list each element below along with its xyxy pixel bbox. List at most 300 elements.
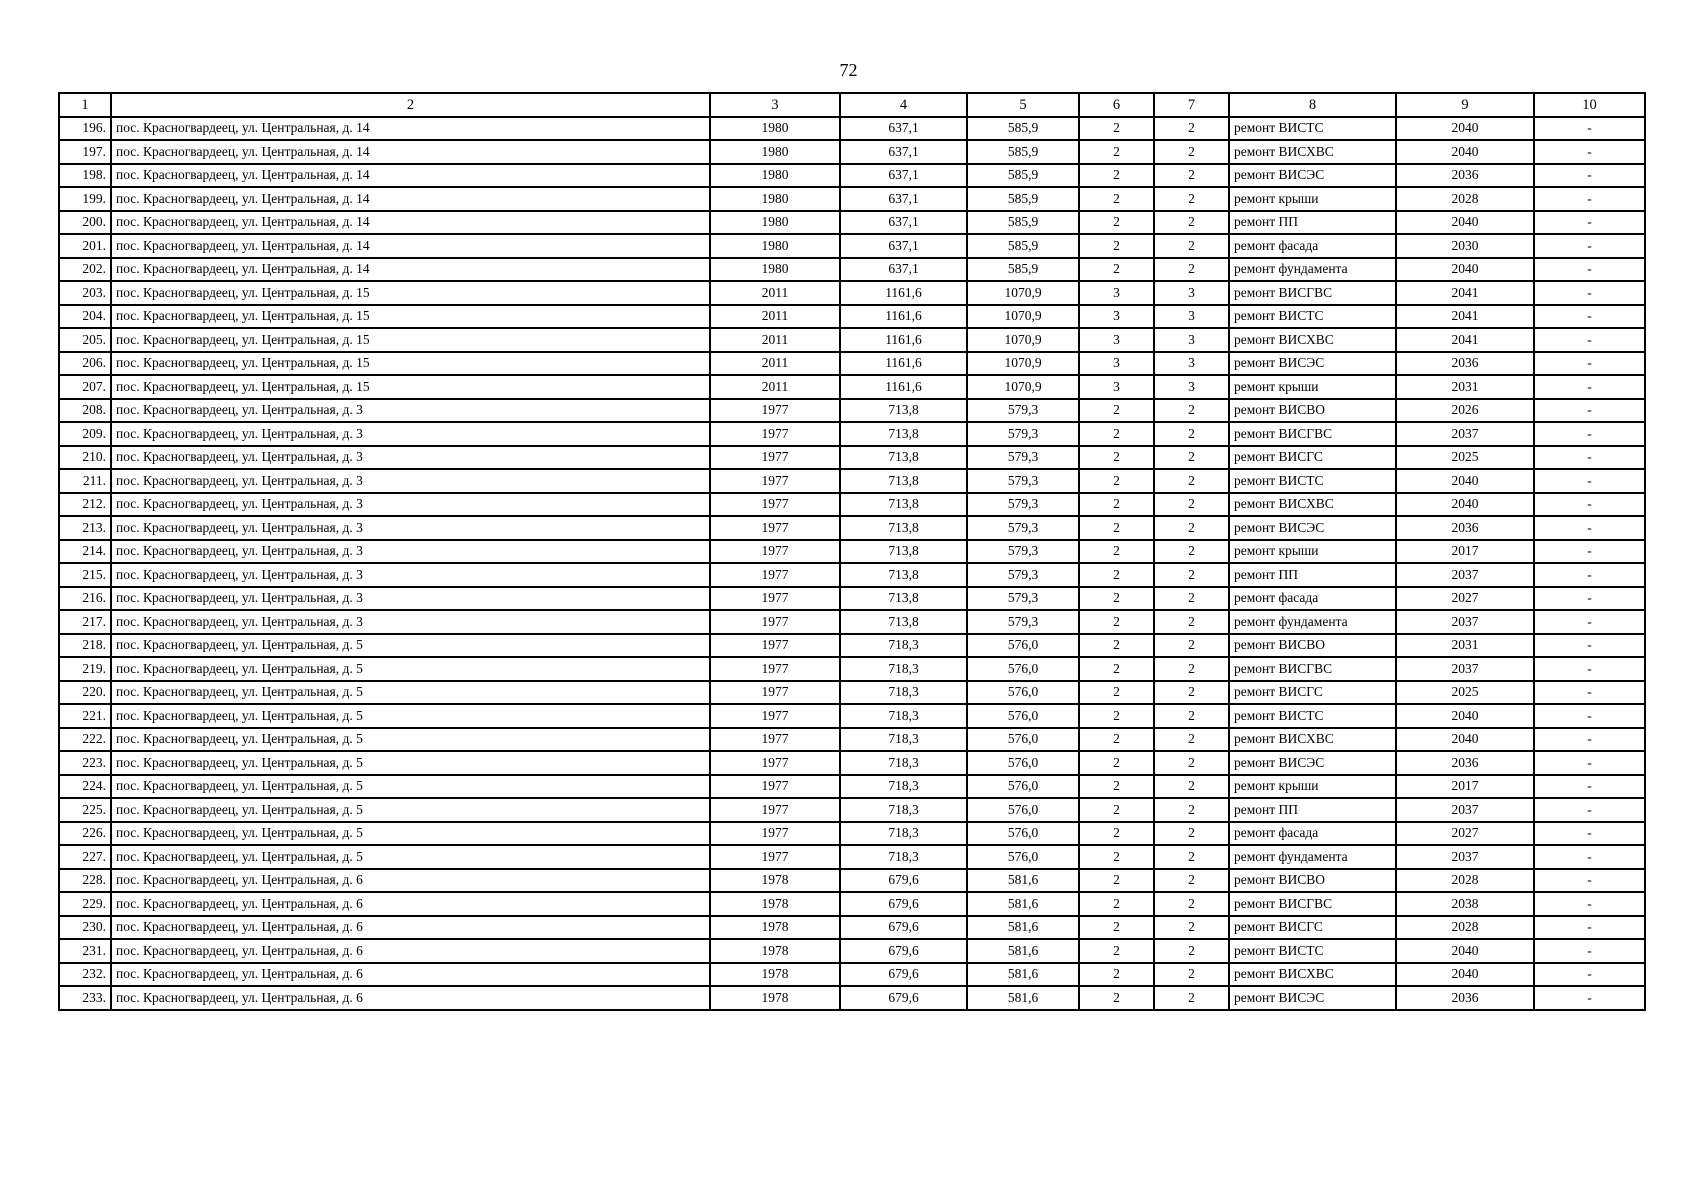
work-type-cell: ремонт ПП <box>1229 211 1396 235</box>
living-area-cell: 579,3 <box>967 516 1079 540</box>
note-cell: - <box>1534 399 1645 423</box>
planned-year-cell: 2041 <box>1396 305 1534 329</box>
year-cell: 2011 <box>710 375 840 399</box>
total-area-cell: 679,6 <box>840 892 967 916</box>
address-cell: пос. Красногвардеец, ул. Центральная, д. 3 <box>111 446 710 470</box>
table-row <box>59 493 1645 517</box>
address-cell: пос. Красногвардеец, ул. Центральная, д. 14 <box>111 117 710 141</box>
column-header: 5 <box>967 93 1079 117</box>
planned-year-cell: 2040 <box>1396 211 1534 235</box>
total-area-cell: 718,3 <box>840 704 967 728</box>
note-cell: - <box>1534 469 1645 493</box>
planned-year-cell: 2036 <box>1396 164 1534 188</box>
planned-year-cell: 2017 <box>1396 775 1534 799</box>
address-cell: пос. Красногвардеец, ул. Центральная, д. 6 <box>111 986 710 1010</box>
entrances-cell: 2 <box>1154 516 1229 540</box>
floors-cell: 2 <box>1079 704 1154 728</box>
table-row <box>59 211 1645 235</box>
living-area-cell: 579,3 <box>967 469 1079 493</box>
living-area-cell: 581,6 <box>967 939 1079 963</box>
floors-cell: 2 <box>1079 775 1154 799</box>
address-cell: пос. Красногвардеец, ул. Центральная, д. 3 <box>111 563 710 587</box>
year-cell: 1977 <box>710 422 840 446</box>
planned-year-cell: 2040 <box>1396 140 1534 164</box>
table-row <box>59 634 1645 658</box>
row-number-cell: 215. <box>59 563 111 587</box>
planned-year-cell: 2040 <box>1396 469 1534 493</box>
year-cell: 1977 <box>710 657 840 681</box>
row-number-cell: 206. <box>59 352 111 376</box>
table-row <box>59 469 1645 493</box>
floors-cell: 2 <box>1079 422 1154 446</box>
planned-year-cell: 2040 <box>1396 493 1534 517</box>
work-type-cell: ремонт ВИСТС <box>1229 704 1396 728</box>
floors-cell: 2 <box>1079 399 1154 423</box>
row-number-cell: 213. <box>59 516 111 540</box>
living-area-cell: 581,6 <box>967 869 1079 893</box>
floors-cell: 2 <box>1079 986 1154 1010</box>
living-area-cell: 579,3 <box>967 422 1079 446</box>
work-type-cell: ремонт ВИСВО <box>1229 399 1396 423</box>
address-cell: пос. Красногвардеец, ул. Центральная, д. 14 <box>111 258 710 282</box>
table-row <box>59 563 1645 587</box>
work-type-cell: ремонт ВИСХВС <box>1229 140 1396 164</box>
note-cell: - <box>1534 422 1645 446</box>
living-area-cell: 576,0 <box>967 751 1079 775</box>
table-row <box>59 939 1645 963</box>
table-row <box>59 328 1645 352</box>
planned-year-cell: 2037 <box>1396 657 1534 681</box>
planned-year-cell: 2037 <box>1396 422 1534 446</box>
work-type-cell: ремонт ВИСЭС <box>1229 352 1396 376</box>
floors-cell: 2 <box>1079 211 1154 235</box>
entrances-cell: 2 <box>1154 681 1229 705</box>
note-cell: - <box>1534 117 1645 141</box>
total-area-cell: 679,6 <box>840 916 967 940</box>
floors-cell: 2 <box>1079 469 1154 493</box>
entrances-cell: 3 <box>1154 305 1229 329</box>
note-cell: - <box>1534 140 1645 164</box>
work-type-cell: ремонт ВИСТС <box>1229 117 1396 141</box>
address-cell: пос. Красногвардеец, ул. Центральная, д. 5 <box>111 634 710 658</box>
address-cell: пос. Красногвардеец, ул. Центральная, д. 3 <box>111 610 710 634</box>
year-cell: 1978 <box>710 963 840 987</box>
year-cell: 1978 <box>710 986 840 1010</box>
row-number-cell: 200. <box>59 211 111 235</box>
note-cell: - <box>1534 446 1645 470</box>
planned-year-cell: 2025 <box>1396 446 1534 470</box>
row-number-cell: 226. <box>59 822 111 846</box>
living-area-cell: 585,9 <box>967 164 1079 188</box>
table-row <box>59 775 1645 799</box>
entrances-cell: 2 <box>1154 869 1229 893</box>
row-number-cell: 201. <box>59 234 111 258</box>
note-cell: - <box>1534 305 1645 329</box>
row-number-cell: 202. <box>59 258 111 282</box>
table-row <box>59 963 1645 987</box>
total-area-cell: 1161,6 <box>840 305 967 329</box>
planned-year-cell: 2030 <box>1396 234 1534 258</box>
repair-schedule-table <box>58 92 1646 1011</box>
total-area-cell: 679,6 <box>840 986 967 1010</box>
floors-cell: 3 <box>1079 352 1154 376</box>
column-header: 9 <box>1396 93 1534 117</box>
table-row <box>59 728 1645 752</box>
total-area-cell: 718,3 <box>840 681 967 705</box>
address-cell: пос. Красногвардеец, ул. Центральная, д. 5 <box>111 775 710 799</box>
planned-year-cell: 2031 <box>1396 375 1534 399</box>
note-cell: - <box>1534 516 1645 540</box>
address-cell: пос. Красногвардеец, ул. Центральная, д. 3 <box>111 422 710 446</box>
work-type-cell: ремонт ВИСХВС <box>1229 728 1396 752</box>
page-number: 72 <box>839 60 858 80</box>
year-cell: 1977 <box>710 493 840 517</box>
note-cell: - <box>1534 563 1645 587</box>
year-cell: 1977 <box>710 516 840 540</box>
total-area-cell: 718,3 <box>840 728 967 752</box>
living-area-cell: 1070,9 <box>967 375 1079 399</box>
floors-cell: 2 <box>1079 187 1154 211</box>
year-cell: 1977 <box>710 540 840 564</box>
table-row <box>59 822 1645 846</box>
planned-year-cell: 2040 <box>1396 117 1534 141</box>
floors-cell: 2 <box>1079 140 1154 164</box>
row-number-cell: 214. <box>59 540 111 564</box>
work-type-cell: ремонт ВИСГВС <box>1229 281 1396 305</box>
table-row <box>59 140 1645 164</box>
living-area-cell: 1070,9 <box>967 328 1079 352</box>
note-cell: - <box>1534 892 1645 916</box>
entrances-cell: 2 <box>1154 258 1229 282</box>
total-area-cell: 713,8 <box>840 469 967 493</box>
table-row <box>59 352 1645 376</box>
year-cell: 2011 <box>710 328 840 352</box>
floors-cell: 2 <box>1079 728 1154 752</box>
floors-cell: 3 <box>1079 328 1154 352</box>
living-area-cell: 576,0 <box>967 822 1079 846</box>
year-cell: 2011 <box>710 281 840 305</box>
address-cell: пос. Красногвардеец, ул. Центральная, д. 14 <box>111 187 710 211</box>
year-cell: 2011 <box>710 352 840 376</box>
floors-cell: 2 <box>1079 493 1154 517</box>
address-cell: пос. Красногвардеец, ул. Центральная, д. 6 <box>111 963 710 987</box>
note-cell: - <box>1534 916 1645 940</box>
address-cell: пос. Красногвардеец, ул. Центральная, д. 3 <box>111 516 710 540</box>
address-cell: пос. Красногвардеец, ул. Центральная, д. 3 <box>111 469 710 493</box>
address-cell: пос. Красногвардеец, ул. Центральная, д. 5 <box>111 681 710 705</box>
row-number-cell: 220. <box>59 681 111 705</box>
address-cell: пос. Красногвардеец, ул. Центральная, д. 5 <box>111 728 710 752</box>
row-number-cell: 228. <box>59 869 111 893</box>
note-cell: - <box>1534 822 1645 846</box>
address-cell: пос. Красногвардеец, ул. Центральная, д. 14 <box>111 234 710 258</box>
total-area-cell: 637,1 <box>840 117 967 141</box>
entrances-cell: 2 <box>1154 234 1229 258</box>
work-type-cell: ремонт крыши <box>1229 375 1396 399</box>
entrances-cell: 2 <box>1154 822 1229 846</box>
total-area-cell: 718,3 <box>840 634 967 658</box>
total-area-cell: 718,3 <box>840 798 967 822</box>
year-cell: 1980 <box>710 117 840 141</box>
address-cell: пос. Красногвардеец, ул. Центральная, д. 3 <box>111 399 710 423</box>
planned-year-cell: 2038 <box>1396 892 1534 916</box>
row-number-cell: 197. <box>59 140 111 164</box>
entrances-cell: 3 <box>1154 281 1229 305</box>
entrances-cell: 2 <box>1154 845 1229 869</box>
total-area-cell: 1161,6 <box>840 375 967 399</box>
work-type-cell: ремонт фундамента <box>1229 258 1396 282</box>
living-area-cell: 1070,9 <box>967 305 1079 329</box>
address-cell: пос. Красногвардеец, ул. Центральная, д. 3 <box>111 587 710 611</box>
table-row <box>59 610 1645 634</box>
total-area-cell: 718,3 <box>840 845 967 869</box>
table-row <box>59 892 1645 916</box>
note-cell: - <box>1534 328 1645 352</box>
address-cell: пос. Красногвардеец, ул. Центральная, д. 6 <box>111 916 710 940</box>
total-area-cell: 1161,6 <box>840 328 967 352</box>
planned-year-cell: 2026 <box>1396 399 1534 423</box>
year-cell: 1978 <box>710 869 840 893</box>
floors-cell: 2 <box>1079 822 1154 846</box>
column-header: 4 <box>840 93 967 117</box>
planned-year-cell: 2040 <box>1396 258 1534 282</box>
entrances-cell: 2 <box>1154 751 1229 775</box>
total-area-cell: 718,3 <box>840 751 967 775</box>
living-area-cell: 579,3 <box>967 587 1079 611</box>
work-type-cell: ремонт ПП <box>1229 563 1396 587</box>
year-cell: 2011 <box>710 305 840 329</box>
entrances-cell: 2 <box>1154 986 1229 1010</box>
column-header: 10 <box>1534 93 1645 117</box>
work-type-cell: ремонт ВИСГВС <box>1229 422 1396 446</box>
total-area-cell: 718,3 <box>840 775 967 799</box>
planned-year-cell: 2027 <box>1396 587 1534 611</box>
table-row <box>59 681 1645 705</box>
entrances-cell: 2 <box>1154 892 1229 916</box>
total-area-cell: 718,3 <box>840 657 967 681</box>
entrances-cell: 2 <box>1154 493 1229 517</box>
total-area-cell: 637,1 <box>840 234 967 258</box>
living-area-cell: 581,6 <box>967 892 1079 916</box>
address-cell: пос. Красногвардеец, ул. Центральная, д. 6 <box>111 939 710 963</box>
floors-cell: 2 <box>1079 869 1154 893</box>
table-row <box>59 281 1645 305</box>
entrances-cell: 3 <box>1154 328 1229 352</box>
living-area-cell: 576,0 <box>967 704 1079 728</box>
table-row <box>59 375 1645 399</box>
table-row <box>59 187 1645 211</box>
work-type-cell: ремонт ВИСХВС <box>1229 963 1396 987</box>
table-row <box>59 258 1645 282</box>
note-cell: - <box>1534 845 1645 869</box>
total-area-cell: 713,8 <box>840 422 967 446</box>
living-area-cell: 581,6 <box>967 986 1079 1010</box>
entrances-cell: 2 <box>1154 187 1229 211</box>
note-cell: - <box>1534 540 1645 564</box>
table-row <box>59 164 1645 188</box>
work-type-cell: ремонт ВИСГВС <box>1229 657 1396 681</box>
entrances-cell: 2 <box>1154 563 1229 587</box>
living-area-cell: 579,3 <box>967 563 1079 587</box>
planned-year-cell: 2036 <box>1396 751 1534 775</box>
floors-cell: 3 <box>1079 281 1154 305</box>
row-number-cell: 198. <box>59 164 111 188</box>
planned-year-cell: 2040 <box>1396 939 1534 963</box>
note-cell: - <box>1534 211 1645 235</box>
work-type-cell: ремонт ВИСТС <box>1229 939 1396 963</box>
planned-year-cell: 2036 <box>1396 516 1534 540</box>
living-area-cell: 576,0 <box>967 634 1079 658</box>
row-number-cell: 222. <box>59 728 111 752</box>
column-header: 2 <box>111 93 710 117</box>
entrances-cell: 2 <box>1154 164 1229 188</box>
floors-cell: 2 <box>1079 892 1154 916</box>
note-cell: - <box>1534 164 1645 188</box>
row-number-cell: 230. <box>59 916 111 940</box>
floors-cell: 2 <box>1079 963 1154 987</box>
note-cell: - <box>1534 798 1645 822</box>
table-row <box>59 869 1645 893</box>
note-cell: - <box>1534 375 1645 399</box>
note-cell: - <box>1534 234 1645 258</box>
total-area-cell: 713,8 <box>840 493 967 517</box>
year-cell: 1977 <box>710 563 840 587</box>
total-area-cell: 637,1 <box>840 258 967 282</box>
living-area-cell: 1070,9 <box>967 281 1079 305</box>
floors-cell: 2 <box>1079 563 1154 587</box>
row-number-cell: 210. <box>59 446 111 470</box>
floors-cell: 2 <box>1079 798 1154 822</box>
note-cell: - <box>1534 352 1645 376</box>
floors-cell: 2 <box>1079 751 1154 775</box>
planned-year-cell: 2037 <box>1396 798 1534 822</box>
total-area-cell: 713,8 <box>840 587 967 611</box>
floors-cell: 2 <box>1079 610 1154 634</box>
living-area-cell: 576,0 <box>967 657 1079 681</box>
address-cell: пос. Красногвардеец, ул. Центральная, д. 14 <box>111 164 710 188</box>
total-area-cell: 713,8 <box>840 399 967 423</box>
note-cell: - <box>1534 704 1645 728</box>
floors-cell: 2 <box>1079 845 1154 869</box>
note-cell: - <box>1534 281 1645 305</box>
address-cell: пос. Красногвардеец, ул. Центральная, д. 15 <box>111 281 710 305</box>
row-number-cell: 229. <box>59 892 111 916</box>
work-type-cell: ремонт ВИСГС <box>1229 916 1396 940</box>
note-cell: - <box>1534 728 1645 752</box>
table-row <box>59 399 1645 423</box>
row-number-cell: 207. <box>59 375 111 399</box>
total-area-cell: 713,8 <box>840 563 967 587</box>
floors-cell: 2 <box>1079 446 1154 470</box>
row-number-cell: 216. <box>59 587 111 611</box>
entrances-cell: 3 <box>1154 375 1229 399</box>
year-cell: 1977 <box>710 728 840 752</box>
work-type-cell: ремонт фундамента <box>1229 845 1396 869</box>
note-cell: - <box>1534 187 1645 211</box>
work-type-cell: ремонт ВИСТС <box>1229 469 1396 493</box>
year-cell: 1980 <box>710 164 840 188</box>
living-area-cell: 581,6 <box>967 916 1079 940</box>
column-header: 8 <box>1229 93 1396 117</box>
table-row <box>59 234 1645 258</box>
column-header: 6 <box>1079 93 1154 117</box>
row-number-cell: 203. <box>59 281 111 305</box>
entrances-cell: 2 <box>1154 446 1229 470</box>
planned-year-cell: 2025 <box>1396 681 1534 705</box>
entrances-cell: 2 <box>1154 657 1229 681</box>
table-row <box>59 657 1645 681</box>
row-number-cell: 212. <box>59 493 111 517</box>
work-type-cell: ремонт ВИСЭС <box>1229 164 1396 188</box>
table-row <box>59 704 1645 728</box>
row-number-cell: 205. <box>59 328 111 352</box>
address-cell: пос. Красногвардеец, ул. Центральная, д. 5 <box>111 798 710 822</box>
floors-cell: 2 <box>1079 939 1154 963</box>
table-row <box>59 845 1645 869</box>
year-cell: 1977 <box>710 634 840 658</box>
row-number-cell: 224. <box>59 775 111 799</box>
floors-cell: 2 <box>1079 540 1154 564</box>
table-row <box>59 751 1645 775</box>
entrances-cell: 2 <box>1154 916 1229 940</box>
address-cell: пос. Красногвардеец, ул. Центральная, д. 14 <box>111 140 710 164</box>
planned-year-cell: 2040 <box>1396 704 1534 728</box>
row-number-cell: 231. <box>59 939 111 963</box>
entrances-cell: 2 <box>1154 610 1229 634</box>
note-cell: - <box>1534 258 1645 282</box>
floors-cell: 2 <box>1079 516 1154 540</box>
year-cell: 1977 <box>710 775 840 799</box>
planned-year-cell: 2028 <box>1396 869 1534 893</box>
work-type-cell: ремонт ВИСВО <box>1229 634 1396 658</box>
table-row <box>59 986 1645 1010</box>
planned-year-cell: 2037 <box>1396 610 1534 634</box>
table-row <box>59 916 1645 940</box>
year-cell: 1980 <box>710 140 840 164</box>
note-cell: - <box>1534 587 1645 611</box>
living-area-cell: 579,3 <box>967 446 1079 470</box>
entrances-cell: 2 <box>1154 422 1229 446</box>
work-type-cell: ремонт ВИСЭС <box>1229 751 1396 775</box>
year-cell: 1978 <box>710 892 840 916</box>
work-type-cell: ремонт фасада <box>1229 234 1396 258</box>
work-type-cell: ремонт ПП <box>1229 798 1396 822</box>
address-cell: пос. Красногвардеец, ул. Центральная, д. 5 <box>111 704 710 728</box>
column-header: 3 <box>710 93 840 117</box>
row-number-cell: 221. <box>59 704 111 728</box>
floors-cell: 2 <box>1079 164 1154 188</box>
floors-cell: 2 <box>1079 258 1154 282</box>
year-cell: 1977 <box>710 681 840 705</box>
note-cell: - <box>1534 493 1645 517</box>
note-cell: - <box>1534 657 1645 681</box>
total-area-cell: 1161,6 <box>840 352 967 376</box>
row-number-cell: 199. <box>59 187 111 211</box>
row-number-cell: 232. <box>59 963 111 987</box>
note-cell: - <box>1534 963 1645 987</box>
living-area-cell: 576,0 <box>967 845 1079 869</box>
total-area-cell: 637,1 <box>840 140 967 164</box>
address-cell: пос. Красногвардеец, ул. Центральная, д. 6 <box>111 892 710 916</box>
total-area-cell: 679,6 <box>840 869 967 893</box>
table-row <box>59 516 1645 540</box>
planned-year-cell: 2036 <box>1396 352 1534 376</box>
total-area-cell: 637,1 <box>840 211 967 235</box>
row-number-cell: 227. <box>59 845 111 869</box>
entrances-cell: 2 <box>1154 211 1229 235</box>
address-cell: пос. Красногвардеец, ул. Центральная, д. 5 <box>111 822 710 846</box>
row-number-cell: 219. <box>59 657 111 681</box>
